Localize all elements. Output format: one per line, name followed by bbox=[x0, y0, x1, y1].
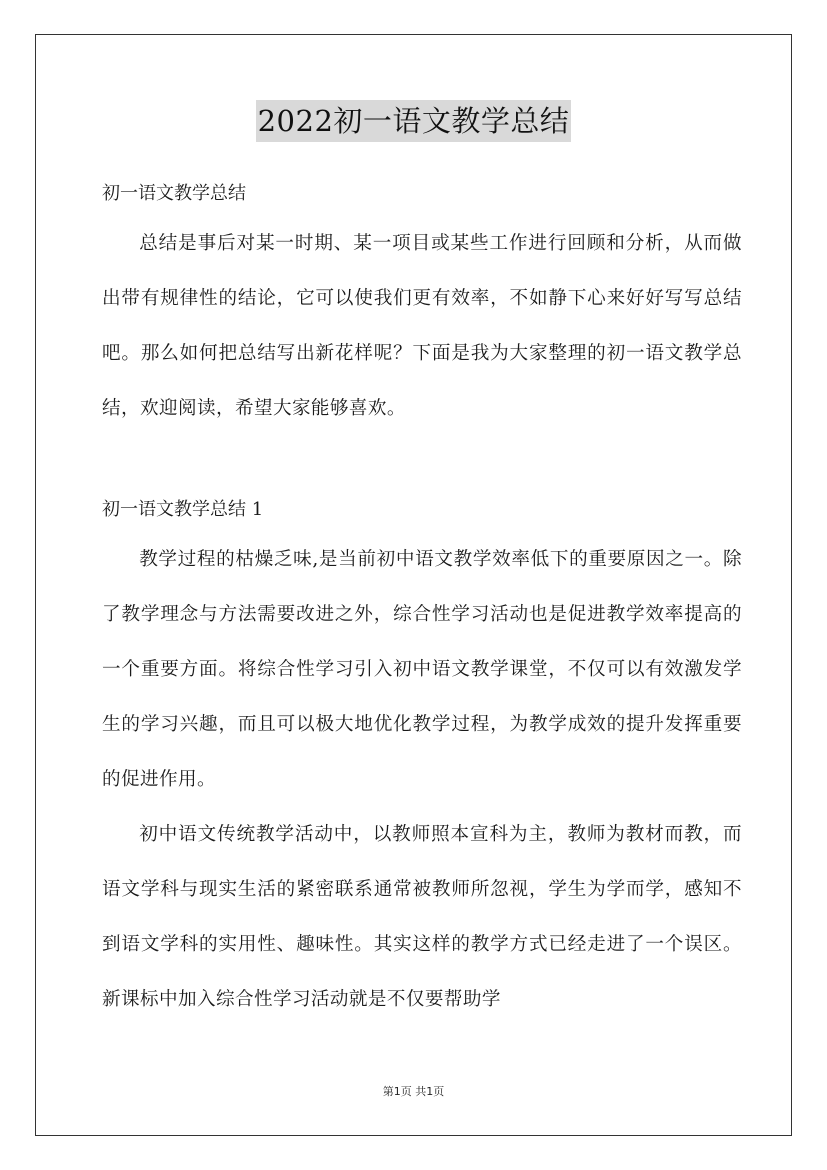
intro-paragraph: 总结是事后对某一时期、某一项目或某些工作进行回顾和分析，从而做出带有规律性的结论，它可以使我们更有效率，不如静下心来好好写写总结吧。那么如何把总结写出新花样呢？下面是我为大家整理的初一语文教学总结，欢迎阅读，希望大家能够喜欢。 bbox=[102, 233, 742, 419]
document-subtitle: 初一语文教学总结 bbox=[102, 183, 246, 204]
section-1-paragraph-2: 初中语文传统教学活动中，以教师照本宣科为主，教师为教材而教，而语文学科与现实生活的紧密联系通常被教师所忽视，学生为学而学，感知不到语文学科的实用性、趣味性。其实这样的教学方式已经走进了一个误区。新课标中加入综合性学习活动就是不仅要帮助学 bbox=[102, 824, 742, 1010]
section-1-heading: 初一语文教学总结 1 bbox=[102, 499, 264, 520]
section-1-paragraph-1: 教学过程的枯燥乏味,是当前初中语文教学效率低下的重要原因之一。除了教学理念与方法需要改进之外，综合性学习活动也是促进教学效率提高的一个重要方面。将综合性学习引入初中语文教学课堂，不仅可以有效激发学生的学习兴趣，而且可以极大地优化教学过程，为教学成效的提升发挥重要的促进作用。 bbox=[102, 549, 742, 790]
section-gap bbox=[102, 436, 742, 488]
document-title: 2022初一语文教学总结 bbox=[256, 100, 572, 142]
page-footer: 第1页 共1页 bbox=[382, 1085, 445, 1098]
title-container bbox=[0, 100, 827, 142]
document-body bbox=[102, 172, 742, 1027]
